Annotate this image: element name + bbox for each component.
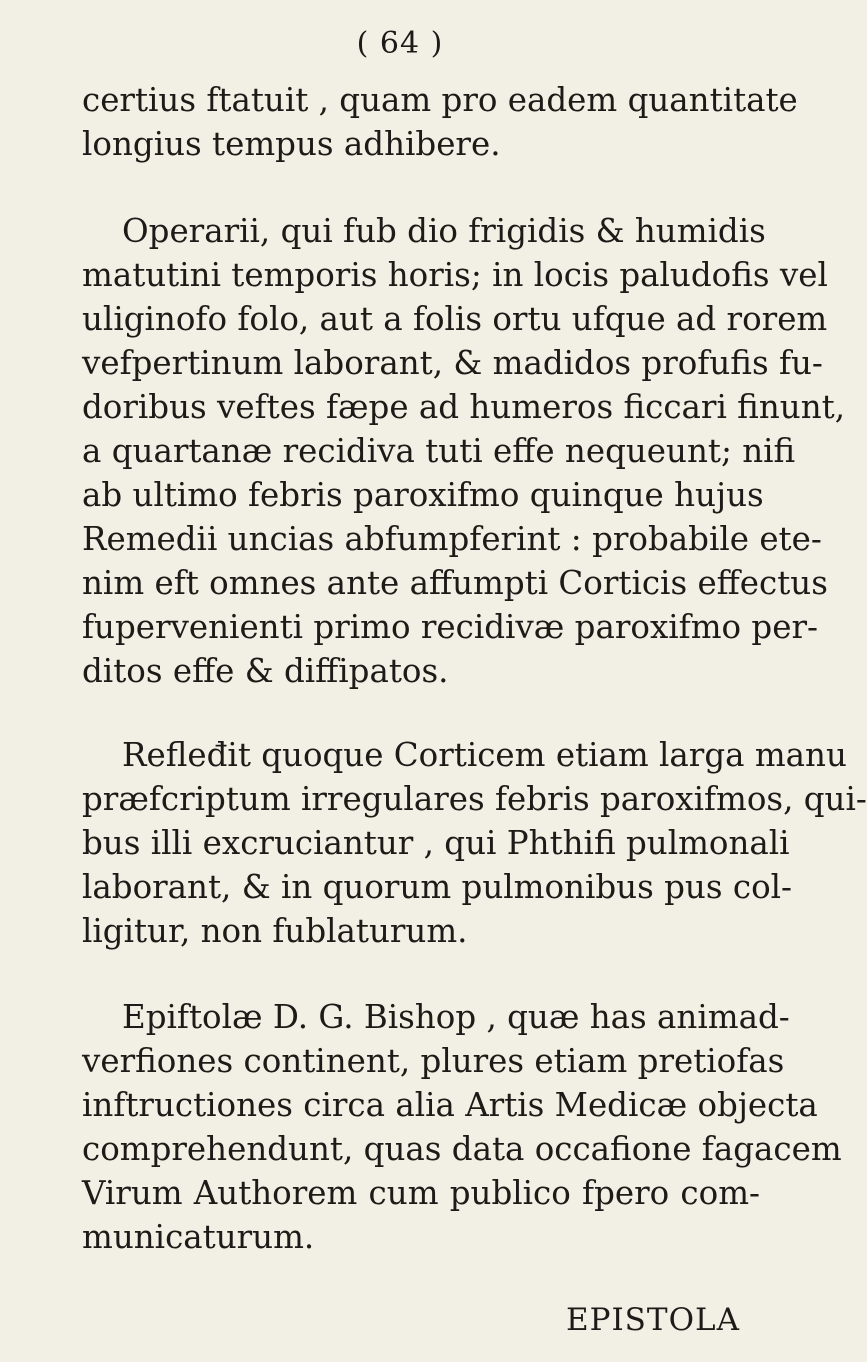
text-line: ligitur, non fublaturum. (82, 912, 468, 950)
text-line: bus illi excruciantur , qui Phthifi pulmonali (82, 824, 790, 862)
text-line: ab ultimo febris paroxifmo quinque hujus (82, 476, 764, 514)
text-line: Refleđit quoque Corticem etiam larga manu (122, 736, 847, 774)
catchword: EPISTOLA (565, 1302, 740, 1338)
text-line: vefpertinum laborant, & madidos profufis fu- (82, 344, 823, 382)
text-line: municaturum. (82, 1218, 315, 1256)
text-line: Operarii, qui fub dio frigidis & humidis (122, 212, 766, 250)
text-line: doribus veftes fæpe ad humeros ficcari finunt, (82, 388, 846, 426)
text-line: comprehendunt, quas data occafione fagacem (82, 1130, 842, 1168)
page-number: ( 64 ) (356, 26, 444, 61)
text-line: uliginofo folo, aut a folis ortu ufque ad rorem (82, 300, 828, 338)
text-line: nim eft omnes ante affumpti Corticis effectus (82, 564, 828, 602)
text-line: præfcriptum irregulares febris paroxifmos, qui- (82, 780, 867, 818)
text-line: certius ftatuit , quam pro eadem quantitate (82, 81, 798, 119)
text-line: matutini temporis horis; in locis paludofis vel (82, 256, 828, 294)
text-line: fupervenienti primo recidivæ paroxifmo per- (82, 608, 818, 646)
text-line: laborant, & in quorum pulmonibus pus col- (82, 868, 793, 906)
text-line: inftructiones circa alia Artis Medicæ objecta (82, 1086, 818, 1124)
text-line: a quartanæ recidiva tuti effe nequeunt; nifi (82, 432, 796, 470)
text-line: verfiones continent, plures etiam pretiofas (82, 1042, 785, 1080)
text-line: Epiftolæ D. G. Bishop , quæ has animad- (122, 998, 790, 1036)
text-line: longius tempus adhibere. (82, 125, 501, 163)
text-line: ditos effe & diffipatos. (82, 652, 449, 690)
text-line: Remedii uncias abfumpferint : probabile ete- (82, 520, 822, 558)
text-line: Virum Authorem cum publico fpero com- (82, 1174, 760, 1212)
